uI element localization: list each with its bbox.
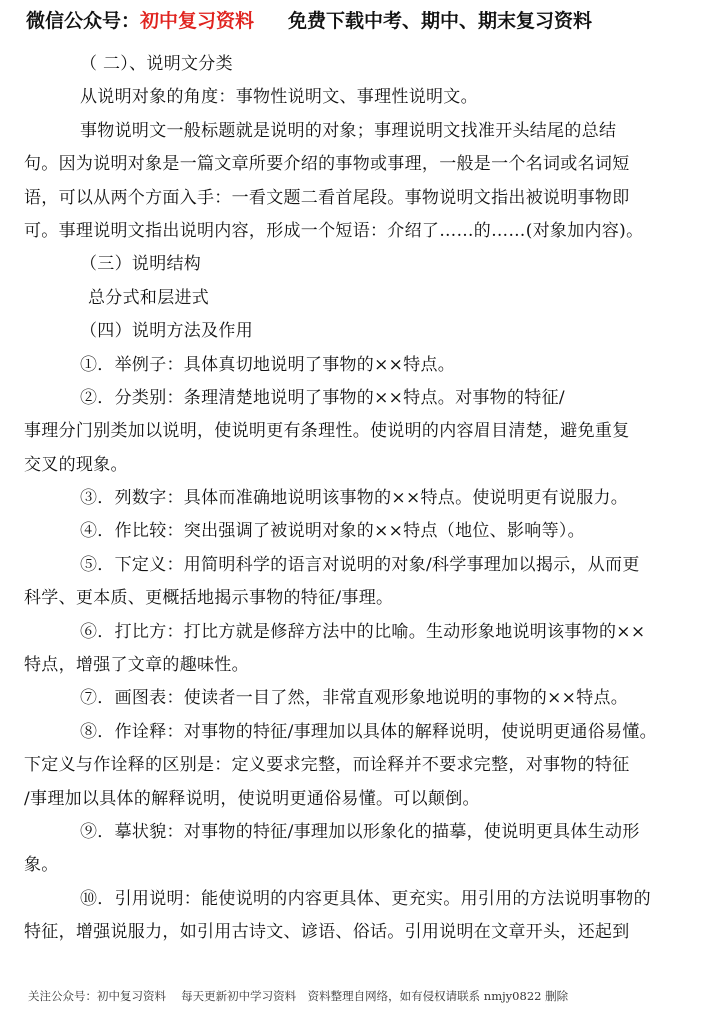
text-line: ③．列数字：具体而准确地说明该事物的××特点。使说明更有说服力。 (80, 488, 629, 509)
text-line: ②．分类别：条理清楚地说明了事物的××特点。对事物的特征/ (80, 387, 565, 408)
text-line: 下定义与作诠释的区别是：定义要求完整，而诠释并不要求完整，对事物的特征 (24, 755, 630, 776)
document-body (24, 48, 696, 950)
text-line: 可。事理说明文指出说明内容，形成一个短语：介绍了……的……(对象加内容)。 (24, 220, 644, 241)
text-line: 事物说明文一般标题就是说明的对象；事理说明文找准开头结尾的总结 (80, 120, 617, 141)
text-line: ①．举例子：具体真切地说明了事物的××特点。 (80, 354, 456, 375)
text-line: ⑩．引用说明：能使说明的内容更具体、更充实。用引用的方法说明事物的 (80, 888, 651, 909)
text-line: ⑥．打比方：打比方就是修辞方法中的比喻。生动形象地说明该事物的×× (80, 621, 646, 642)
text-line: 特点，增强了文章的趣味性。 (24, 655, 249, 676)
text-line: （三）说明结构 (80, 254, 202, 275)
text-line: ⑤．下定义：用简明科学的语言对说明的对象/科学事理加以揭示，从而更 (80, 554, 640, 575)
text-line: 总分式和层进式 (88, 287, 210, 308)
text-line: （四）说明方法及作用 (80, 321, 253, 342)
header-banner (0, 0, 720, 38)
header-lead: 微信公众号： (26, 9, 141, 32)
text-line: 语，可以从两个方面入手：一看文题二看首尾段。事物说明文指出被说明事物即 (24, 187, 630, 208)
text-line: ④．作比较：突出强调了被说明对象的××特点（地位、影响等）。 (80, 521, 585, 542)
text-line: 交叉的现象。 (24, 454, 128, 475)
text-line: 事理分门别类加以说明，使说明更有条理性。使说明的内容眉目清楚，避免重复 (24, 421, 630, 442)
text-line: 句。因为说明对象是一篇文章所要介绍的事物或事理，一般是一个名词或名词短 (24, 154, 630, 175)
header-free: 免费下载中考、期中、期末复习资料 (288, 9, 593, 32)
text-line: （ 二）、说明文分类 (80, 54, 233, 74)
text-line: ⑨．摹状貌：对事物的特征/事理加以形象化的描摹，使说明更具体生动形 (80, 821, 640, 842)
text-line: ⑧．作诠释：对事物的特征/事理加以具体的解释说明，使说明更通俗易懂。 (80, 721, 657, 742)
text-line: /事理加以具体的解释说明，使说明更通俗易懂。可以颠倒。 (24, 788, 480, 809)
text-line: 科学、更本质、更概括地揭示事物的特征/事理。 (24, 588, 394, 609)
text-line: 象。 (24, 855, 59, 876)
header-brand: 初中复习资料 (140, 9, 255, 32)
text-line: 从说明对象的角度：事物性说明文、事理性说明文。 (80, 87, 478, 108)
text-line: 特征，增强说服力，如引用古诗文、谚语、俗话。引用说明在文章开头，还起到 (24, 922, 630, 943)
page-footer: 关注公众号：初中复习资料 每天更新初中学习资料 资料整理自网络，如有侵权请联系 nmjy0822 删除 (28, 989, 569, 1003)
text-line: ⑦．画图表：使读者一目了然，非常直观形象地说明的事物的××特点。 (80, 688, 629, 709)
